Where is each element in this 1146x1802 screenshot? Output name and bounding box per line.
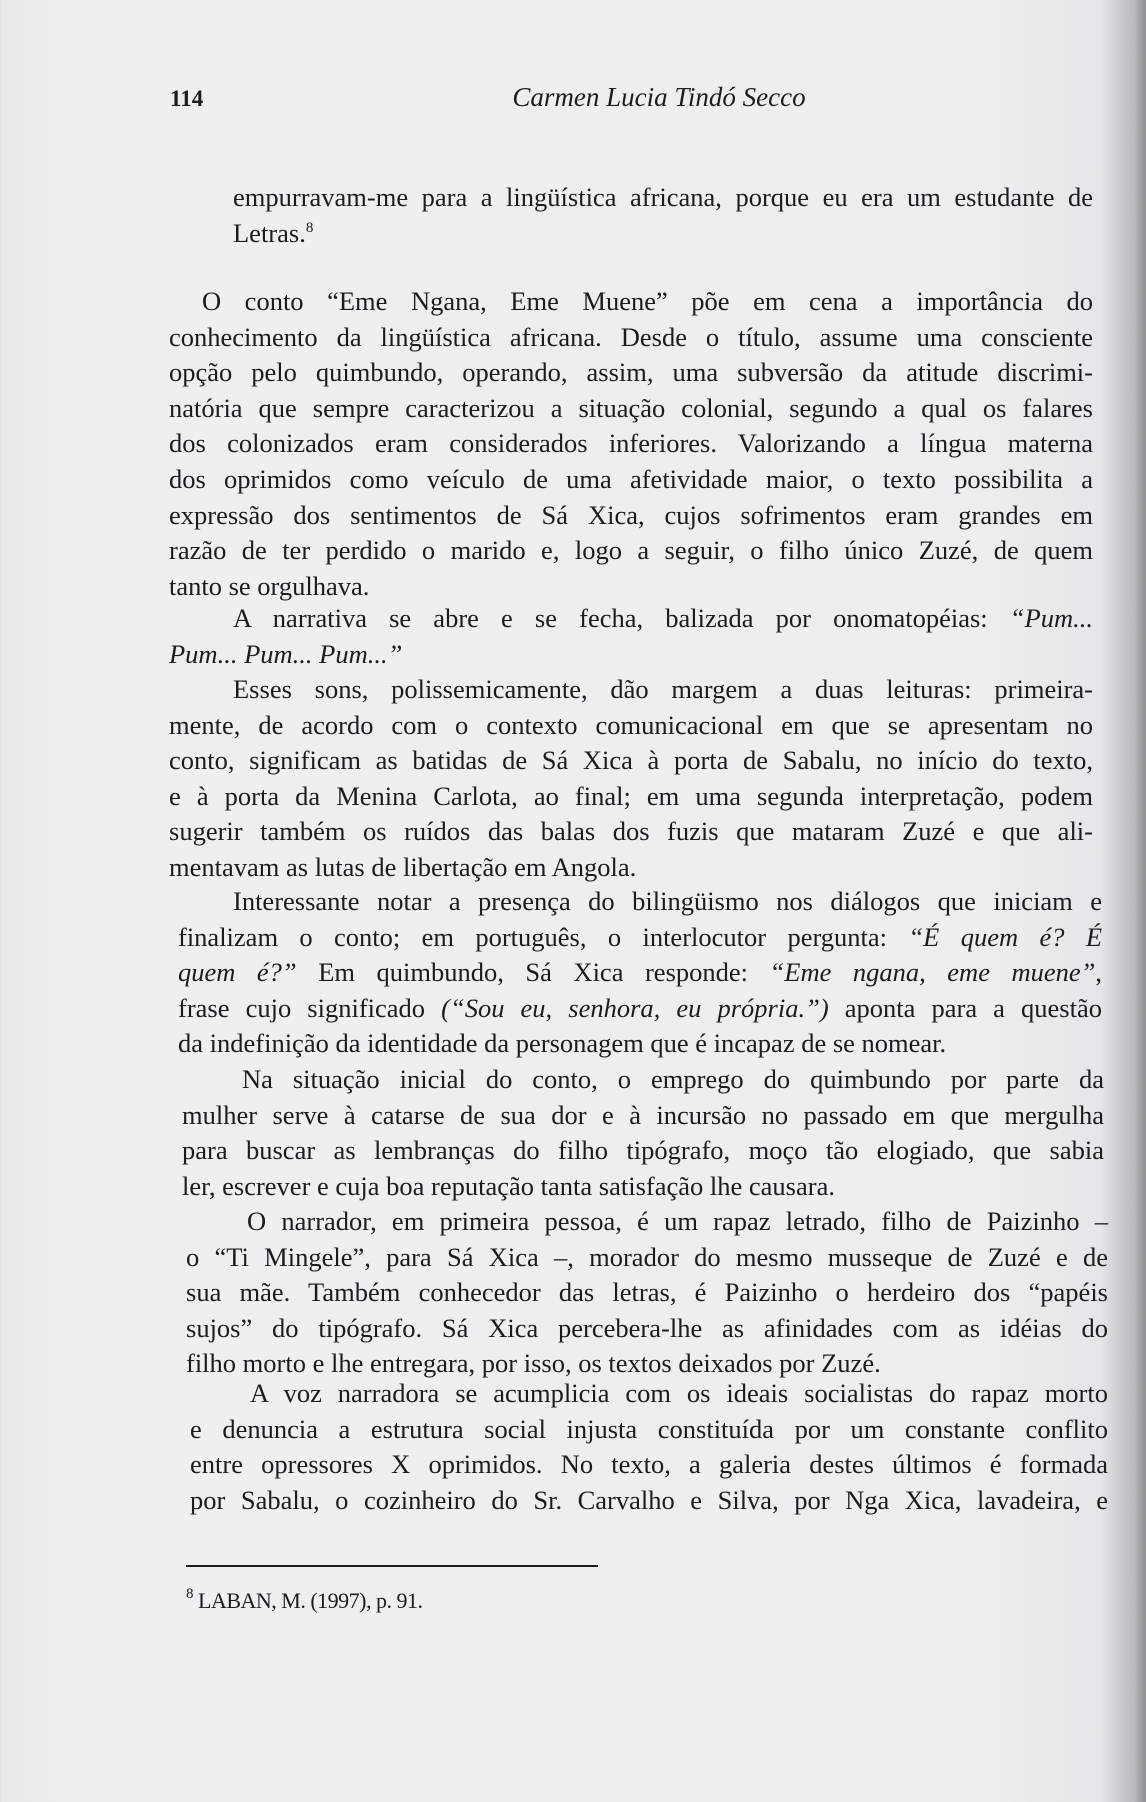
italic-text: Pum... Pum... Pum...” bbox=[169, 638, 403, 669]
text-segment: Letras. bbox=[233, 217, 306, 248]
text-line: Esses sons, polissemicamente, dão margem a duas leituras: primeira- bbox=[233, 674, 1093, 704]
text-segment: aponta para a questão bbox=[828, 992, 1102, 1023]
italic-text: “Pum... bbox=[1009, 603, 1093, 633]
italic-text: “É quem é? É bbox=[908, 921, 1103, 952]
italic-text: (“Sou eu, senhora, eu própria.”) bbox=[441, 992, 829, 1023]
text-line bbox=[178, 991, 1102, 1027]
text-line: tanto se orgulhava. bbox=[169, 570, 370, 601]
page-number: 114 bbox=[170, 86, 204, 111]
text-line: O narrador, em primeira pessoa, é um rapaz letrado, filho de Paizinho – bbox=[247, 1206, 1108, 1236]
text-segment: A narrativa se abre e se fecha, balizada por onomatopéias: bbox=[233, 603, 1010, 633]
text-line: sua mãe. Também conhecedor das letras, é Paizinho o herdeiro dos “papéis bbox=[186, 1277, 1108, 1308]
text-line: da indefinição da identidade da personagem que é incapaz de se nomear. bbox=[178, 1028, 947, 1059]
footnote-reference: 8 bbox=[305, 219, 314, 236]
text-line: para buscar as lembranças do filho tipógrafo, moço tão elogiado, que sabia bbox=[182, 1135, 1104, 1166]
text-line: razão de ter perdido o marido e, logo a seguir, o filho único Zuzé, de quem bbox=[169, 535, 1093, 566]
footnote bbox=[186, 1588, 423, 1614]
text-line: mentavam as lutas de libertação em Angola. bbox=[169, 851, 637, 882]
italic-text: quem é?” bbox=[178, 957, 297, 988]
text-line bbox=[178, 955, 1102, 991]
text-line: mulher serve à catarse de sua dor e à incursão no passado em que mergulha bbox=[182, 1099, 1104, 1130]
text-line: por Sabalu, o cozinheiro do Sr. Carvalho e Silva, por Nga Xica, lavadeira, e bbox=[190, 1484, 1108, 1515]
text-segment: , bbox=[1095, 957, 1103, 988]
text-line: o “Ti Mingele”, para Sá Xica –, morador do mesmo musseque de Zuzé e de bbox=[186, 1241, 1108, 1272]
text-line: dos oprimidos como veículo de uma afetividade maior, o texto possibilita a bbox=[169, 463, 1093, 494]
text-line bbox=[233, 216, 1093, 252]
text-line bbox=[178, 920, 1102, 956]
text-line bbox=[169, 637, 1093, 673]
text-segment: frase cujo significado bbox=[178, 992, 442, 1023]
text-segment: finalizam o conto; em português, o interlocutor pergunta: bbox=[178, 921, 909, 952]
running-head: Carmen Lucia Tindó Secco bbox=[512, 82, 806, 112]
text-line: natória que sempre caracterizou a situação colonial, segundo a qual os falares bbox=[169, 392, 1093, 423]
text-line: sujos” do tipógrafo. Sá Xica percebera-lhe as afinidades com as idéias do bbox=[186, 1312, 1108, 1343]
text-line: conto, significam as batidas de Sá Xica à porta de Sabalu, no início do texto, bbox=[169, 745, 1093, 776]
italic-text: “Eme ngana, eme muene” bbox=[769, 957, 1096, 988]
text-line: opção pelo quimbundo, operando, assim, uma subversão da atitude discrimi- bbox=[169, 357, 1093, 388]
text-line: filho morto e lhe entregara, por isso, os textos deixados por Zuzé. bbox=[186, 1348, 881, 1379]
footnote-text: LABAN, M. (1997), p. 91. bbox=[193, 1588, 423, 1613]
paragraph bbox=[190, 1376, 1108, 1518]
paragraph bbox=[233, 180, 1093, 251]
paragraph bbox=[169, 672, 1093, 886]
text-line: dos colonizados eram considerados inferiores. Valorizando a língua materna bbox=[169, 428, 1093, 459]
footnote-divider bbox=[186, 1565, 598, 1567]
text-line bbox=[169, 601, 1093, 637]
paragraph bbox=[182, 1062, 1104, 1204]
text-line: Interessante notar a presença do bilingüismo nos diálogos que iniciam e bbox=[233, 886, 1102, 916]
text-line: conhecimento da lingüística africana. Desde o título, assume uma consciente bbox=[169, 321, 1093, 352]
text-line: entre opressores X oprimidos. No texto, a galeria destes últimos é formada bbox=[190, 1449, 1108, 1480]
text-line: ler, escrever e cuja boa reputação tanta satisfação lhe causara. bbox=[182, 1170, 835, 1201]
text-line: empurravam-me para a lingüística africana, porque eu era um estudante de bbox=[233, 182, 1093, 212]
text-line: A voz narradora se acumplicia com os ideais socialistas do rapaz morto bbox=[250, 1378, 1108, 1408]
text-line: Na situação inicial do conto, o emprego do quimbundo por parte da bbox=[242, 1064, 1104, 1094]
text-line: sugerir também os ruídos das balas dos fuzis que mataram Zuzé e que ali- bbox=[169, 816, 1093, 847]
paragraph bbox=[169, 284, 1093, 604]
text-segment: Em quimbundo, Sá Xica responde: bbox=[296, 957, 770, 988]
paragraph bbox=[169, 601, 1093, 672]
text-line: e à porta da Menina Carlota, ao final; em uma segunda interpretação, podem bbox=[169, 780, 1093, 811]
text-line: e denuncia a estrutura social injusta constituída por um constante conflito bbox=[190, 1413, 1108, 1444]
text-line: O conto “Eme Ngana, Eme Muene” põe em cena a importância do bbox=[202, 286, 1093, 316]
paragraph bbox=[178, 884, 1102, 1062]
footnote-marker: 8 bbox=[186, 1586, 193, 1602]
paragraph bbox=[186, 1204, 1108, 1382]
text-line: expressão dos sentimentos de Sá Xica, cujos sofrimentos eram grandes em bbox=[169, 499, 1093, 530]
text-line: mente, de acordo com o contexto comunicacional em que se apresentam no bbox=[169, 709, 1093, 740]
